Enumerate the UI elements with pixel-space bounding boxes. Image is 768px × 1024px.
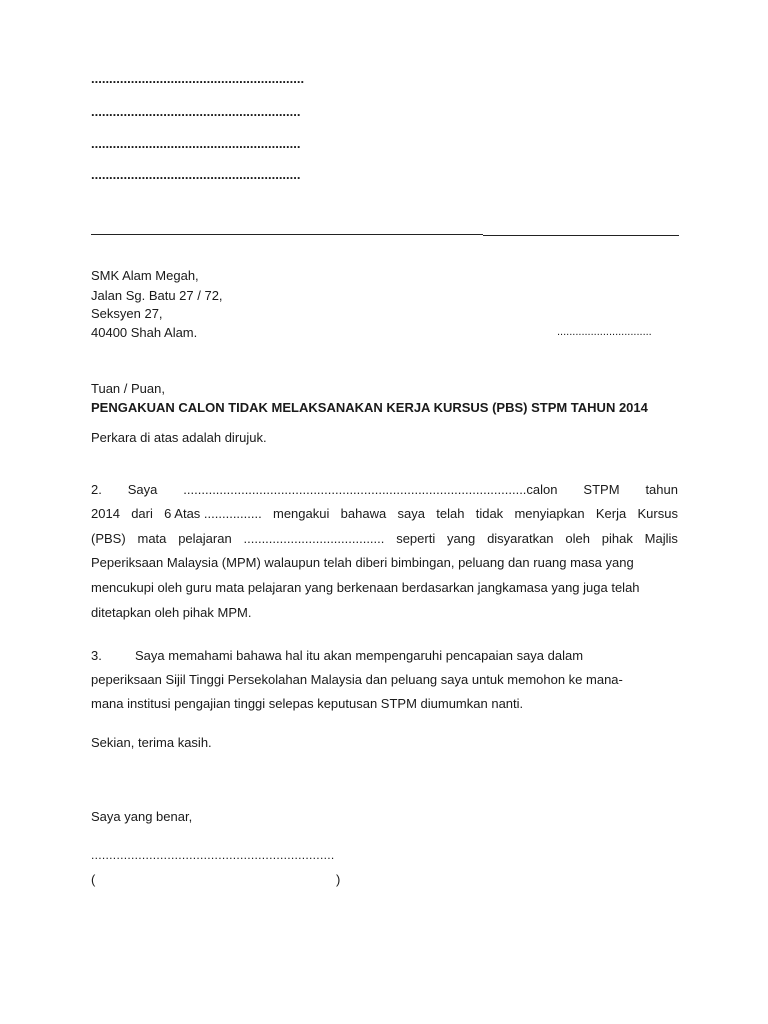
recipient-line-3: Seksyen 27, [91,306,163,321]
para2-line-3 [91,531,678,546]
word: STPM [583,482,620,497]
intro-text: Perkara di atas adalah dirujuk. [91,430,267,445]
header-rule-right [483,235,679,236]
para2-line-1 [91,482,678,497]
word: menyiapkan [514,506,585,521]
sender-line-3: .......................................................... [91,136,301,151]
signature-dots: ................................................................... [91,848,335,862]
word: saya [397,506,425,521]
para2-line-4: Peperiksaan Malaysia (MPM) walaupun telah diberi bimbingan, peluang dan ruang masa yang [91,555,634,570]
para2-line-6: ditetapkan oleh pihak MPM. [91,605,252,620]
word: pelajaran [178,531,232,546]
subject-title: PENGAKUAN CALON TIDAK MELAKSANAKAN KERJA KURSUS (PBS) STPM TAHUN 2014 [91,400,648,415]
para2-number: 2. [91,482,102,497]
sender-line-1: ........................................................... [91,71,305,86]
signature-open-paren: ( [91,872,96,887]
para3-line-2: peperiksaan Sijil Tinggi Persekolahan Malaysia dan peluang saya untuk memohon ke mana- [91,672,623,687]
word: Saya [127,482,158,497]
para3-number: 3. [91,648,102,663]
word: oleh [565,531,590,546]
word: bahawa [340,506,387,521]
para3-line-1: Saya memahami bahawa hal itu akan mempengaruhi pencapaian saya dalam [135,648,584,663]
word: seperti [396,531,436,546]
word: mengakui [273,506,330,521]
para2-line-5: mencukupi oleh guru mata pelajaran yang berkenaan berdasarkan jangkamasa yang juga telah [91,580,640,595]
word: tahun [645,482,678,497]
signature-close-paren: ) [336,872,341,887]
word: ...............................................................................................calon [183,482,558,497]
word: telah [436,506,465,521]
recipient-line-2: Jalan Sg. Batu 27 / 72, [91,288,223,303]
recipient-line-1: SMK Alam Megah, [91,268,199,283]
salutation: Tuan / Puan, [91,381,165,396]
header-rule-left [91,234,483,235]
word: mata [137,531,167,546]
word: 2014 [91,506,120,521]
word: (PBS) [91,531,126,546]
closing-text: Sekian, terima kasih. [91,735,212,750]
para2-line-2 [91,506,678,521]
word: disyaratkan [487,531,554,546]
word: 6 Atas ................ [164,506,262,521]
date-placeholder: ............................... [557,326,652,338]
word: pihak [601,531,633,546]
word: Kerja [595,506,627,521]
word: tidak [475,506,504,521]
word: ....................................... [243,531,385,546]
word: yang [447,531,476,546]
sender-line-4: .......................................................... [91,167,301,182]
word: Majlis [644,531,678,546]
word: Kursus [637,506,678,521]
para3-line-3: mana institusi pengajian tinggi selepas keputusan STPM diumumkan nanti. [91,696,524,711]
recipient-line-4: 40400 Shah Alam. [91,325,198,340]
word: dari [131,506,153,521]
signoff-text: Saya yang benar, [91,809,193,824]
sender-line-2: .......................................................... [91,104,301,119]
